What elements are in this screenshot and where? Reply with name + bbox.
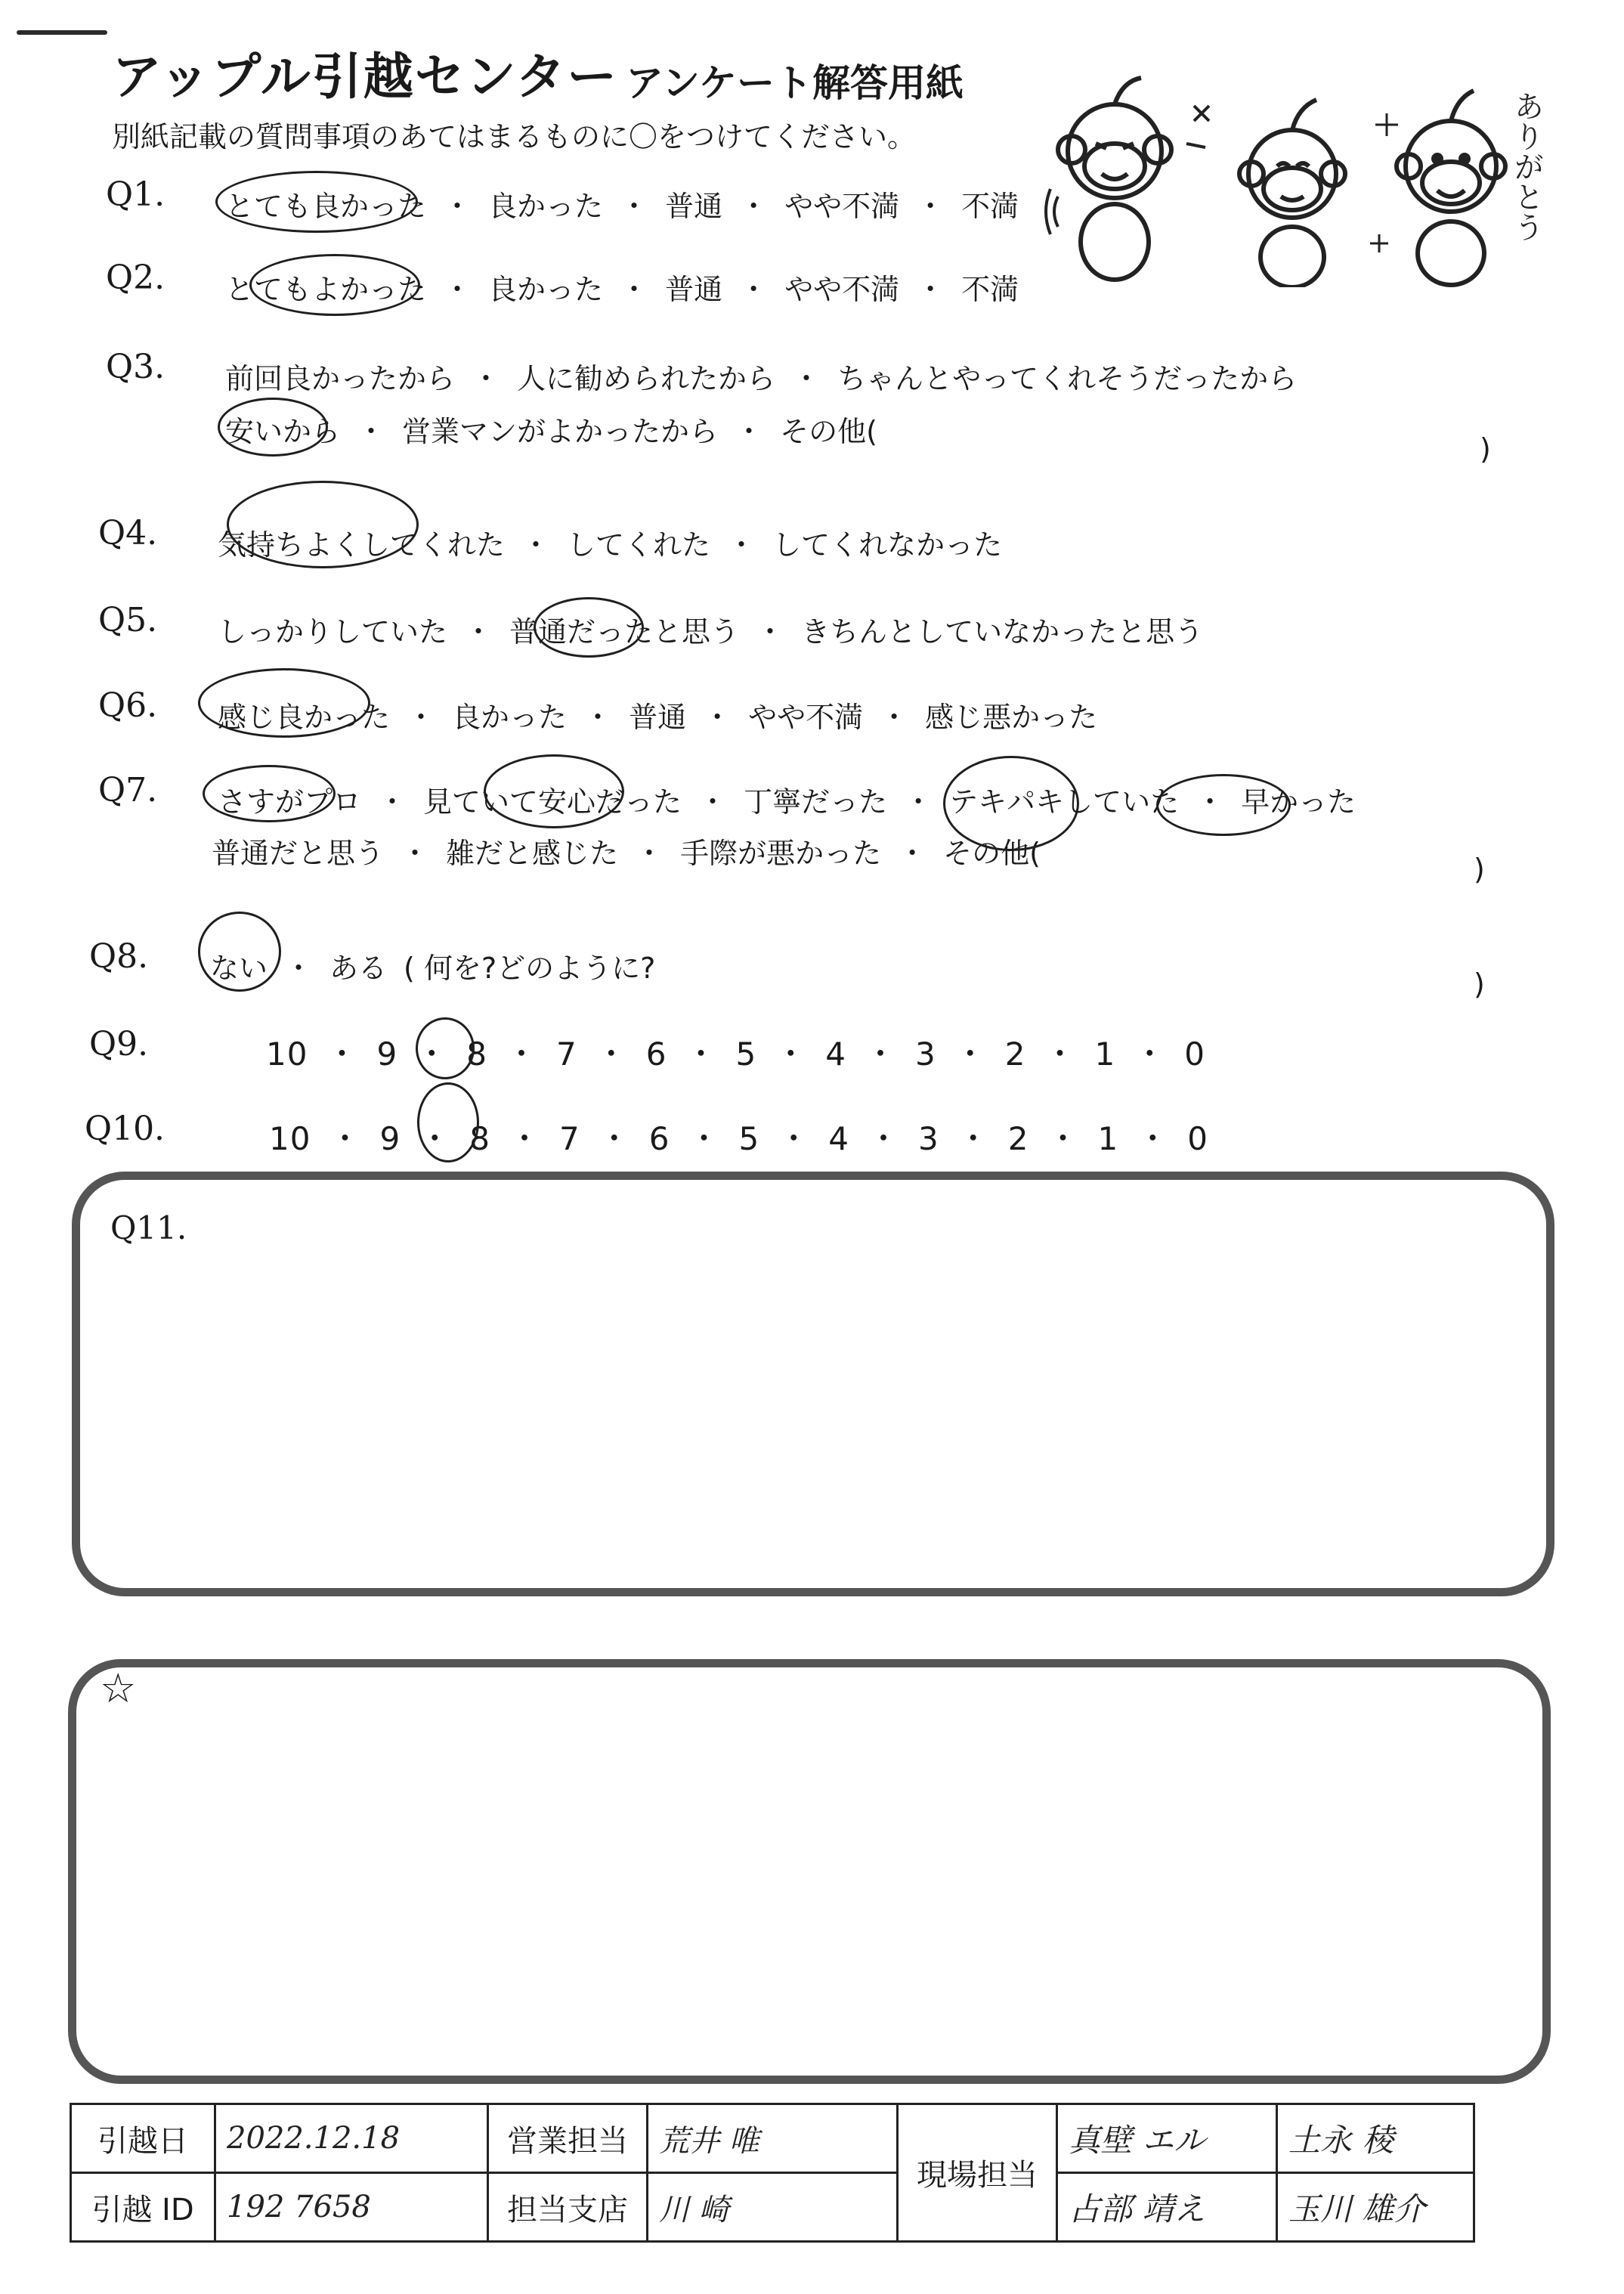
- site-staff-2: 土永 稜: [1277, 2104, 1474, 2173]
- q10-scale[interactable]: 10 ・ 9 ・ 8 ・ 7 ・ 6 ・ 5 ・ 4 ・ 3 ・ 2 ・ 1 ・ 0: [269, 1120, 1208, 1157]
- q1-option-2[interactable]: 良かった: [488, 190, 604, 223]
- q3-close-paren: ): [1480, 432, 1491, 466]
- q11-comment-box[interactable]: [72, 1172, 1554, 1596]
- monkey-3-icon: [1370, 91, 1505, 285]
- q8-option-1[interactable]: ない: [210, 952, 268, 985]
- q9-score: 0: [1184, 1036, 1205, 1073]
- corner-mark: [17, 30, 107, 35]
- monkey-2-icon: [1186, 100, 1345, 287]
- footer-table: [70, 2103, 1475, 2243]
- q9-selection-circle: [416, 1017, 475, 1079]
- form-title: アンケート解答用紙: [626, 61, 964, 105]
- q10-score: 7: [558, 1120, 580, 1157]
- q9-score: 10: [266, 1036, 308, 1073]
- q3-option-2[interactable]: 人に勧められたから: [517, 362, 776, 395]
- q9-score: 3: [914, 1036, 936, 1073]
- q7-option-4[interactable]: テキパキしていた: [949, 785, 1180, 819]
- q9-scale[interactable]: 10 ・ 9 ・ 8 ・ 7 ・ 6 ・ 5 ・ 4 ・ 3 ・ 2 ・ 1 ・ 0: [266, 1036, 1205, 1073]
- q4-option-2[interactable]: してくれた: [567, 528, 711, 562]
- q7-selection-circle-1: [203, 765, 336, 822]
- q3-option-5[interactable]: 営業マンがよかったから: [402, 415, 719, 448]
- q3-option-1[interactable]: 前回良かったから: [225, 362, 456, 395]
- q10-score: 6: [648, 1120, 670, 1157]
- q4-options[interactable]: 気持ちよくしてくれた ・ してくれた ・ してくれなかった: [218, 528, 1003, 562]
- q2-options[interactable]: とてもよかった ・ 良かった ・ 普通 ・ やや不満 ・ 不満: [225, 273, 1019, 306]
- q3-label: Q3.: [106, 348, 165, 386]
- q3-option-3[interactable]: ちゃんとやってくれそうだったから: [837, 362, 1298, 395]
- q10-score: 9: [379, 1120, 401, 1157]
- q5-selection-circle: [534, 597, 644, 658]
- q7-selection-circle-3: [943, 756, 1079, 851]
- q10-selection-circle: [417, 1082, 479, 1162]
- q7-options-row2[interactable]: 普通だと思う ・ 雑だと感じた ・ 手際が悪かった ・ その他(: [212, 837, 1041, 870]
- q4-option-3[interactable]: してくれなかった: [772, 528, 1003, 562]
- q11-label: Q11.: [110, 1209, 187, 1246]
- q9-score: 7: [555, 1036, 577, 1073]
- q5-option-1[interactable]: しっかりしていた: [218, 615, 448, 649]
- site-staff-3: 占部 靖え: [1057, 2173, 1277, 2242]
- q10-score: 10: [269, 1120, 311, 1157]
- q9-score: 5: [735, 1036, 757, 1073]
- q9-score: 9: [376, 1036, 398, 1073]
- q6-option-3[interactable]: 普通: [629, 701, 687, 734]
- q3-option-6[interactable]: その他(: [780, 415, 877, 448]
- q7-options-row1[interactable]: さすがプロ ・ 見ていて安心だった ・ 丁寧だった ・ テキパキしていた ・ 早かった: [218, 785, 1356, 819]
- q9-score: 1: [1094, 1036, 1116, 1073]
- q8-label: Q8.: [89, 937, 149, 976]
- q2-option-4[interactable]: やや不満: [784, 273, 900, 306]
- q2-option-1[interactable]: とてもよかった: [225, 273, 427, 306]
- q2-selection-circle: [249, 254, 420, 316]
- q10-score: 0: [1187, 1120, 1208, 1157]
- site-staff-4: 玉川 雄介: [1277, 2173, 1474, 2242]
- sales-name: 荒井 唯: [648, 2104, 898, 2173]
- q6-option-2[interactable]: 良かった: [452, 701, 568, 734]
- q7-option-2[interactable]: 見ていて安心だった: [423, 785, 682, 819]
- move-date-label: 引越日: [71, 2104, 215, 2173]
- q7-option-3[interactable]: 丁寧だった: [744, 785, 888, 819]
- q3-selection-circle: [218, 398, 328, 457]
- q7-option-7[interactable]: 雑だと感じた: [446, 837, 619, 870]
- move-id-label: 引越 ID: [71, 2173, 215, 2242]
- q7-option-9[interactable]: その他(: [943, 837, 1041, 870]
- q5-options[interactable]: しっかりしていた ・ 普通だったと思う ・ きちんとしていなかったと思う: [218, 615, 1204, 649]
- q7-option-1[interactable]: さすがプロ: [218, 785, 362, 819]
- mascot-illustration: [1043, 60, 1572, 287]
- q7-option-5[interactable]: 早かった: [1241, 785, 1356, 819]
- q8-selection-circle: [198, 912, 281, 992]
- sales-label: 営業担当: [488, 2104, 648, 2173]
- q4-selection-circle: [227, 481, 419, 568]
- q10-label: Q10.: [85, 1110, 165, 1148]
- move-id-value: 192 7658: [215, 2173, 488, 2242]
- q2-label: Q2.: [106, 259, 165, 297]
- q8-option-2[interactable]: ある: [329, 952, 388, 985]
- q1-options[interactable]: とても良かった ・ 良かった ・ 普通 ・ やや不満 ・ 不満: [225, 190, 1019, 223]
- q3-options-row2[interactable]: 安いから ・ 営業マンがよかったから ・ その他(: [225, 415, 877, 448]
- branch-name: 川 崎: [648, 2173, 898, 2242]
- q2-option-3[interactable]: 普通: [665, 273, 723, 306]
- q7-selection-circle-4: [1156, 774, 1291, 836]
- q3-option-4[interactable]: 安いから: [225, 415, 341, 448]
- q9-score: 2: [1004, 1036, 1026, 1073]
- q4-option-1[interactable]: 気持ちよくしてくれた: [218, 528, 506, 562]
- q5-label: Q5.: [98, 601, 158, 639]
- q7-selection-circle-2: [484, 754, 624, 828]
- q8-option-detail[interactable]: ( 何を?どのように?: [404, 952, 656, 985]
- q10-score: 1: [1097, 1120, 1119, 1157]
- q2-option-5[interactable]: 不満: [961, 273, 1019, 306]
- q8-close-paren: ): [1474, 967, 1485, 1001]
- q7-option-8[interactable]: 手際が悪かった: [680, 837, 882, 870]
- q2-option-2[interactable]: 良かった: [488, 273, 604, 306]
- q8-options[interactable]: ない ・ ある ( 何を?どのように?: [210, 952, 656, 985]
- q6-option-5[interactable]: 感じ悪かった: [925, 701, 1098, 734]
- q1-option-4[interactable]: やや不満: [784, 190, 900, 223]
- site-label: 現場担当: [898, 2104, 1057, 2242]
- thanks-text: ありがとう: [1509, 91, 1544, 242]
- q6-label: Q6.: [98, 686, 158, 725]
- q1-option-5[interactable]: 不満: [961, 190, 1019, 223]
- q10-score: 5: [738, 1120, 760, 1157]
- q4-label: Q4.: [98, 514, 158, 553]
- star-icon: ☆: [100, 1664, 137, 1712]
- q7-option-6[interactable]: 普通だと思う: [212, 837, 385, 870]
- company-title: アップル引越センター: [112, 48, 619, 106]
- branch-label: 担当支店: [488, 2173, 648, 2242]
- monkey-1-icon: [1046, 78, 1171, 280]
- q3-options-row1[interactable]: 前回良かったから ・ 人に勧められたから ・ ちゃんとやってくれそうだったから: [225, 362, 1298, 395]
- q6-options[interactable]: 感じ良かった ・ 良かった ・ 普通 ・ やや不満 ・ 感じ悪かった: [218, 701, 1098, 734]
- q6-selection-circle: [198, 668, 370, 738]
- q9-score-selected: 8: [466, 1036, 487, 1073]
- q10-score: 3: [917, 1120, 939, 1157]
- q7-label: Q7.: [98, 771, 158, 810]
- q10-score: 2: [1007, 1120, 1029, 1157]
- q10-score: 4: [828, 1120, 849, 1157]
- q9-score: 4: [825, 1036, 846, 1073]
- q1-selection-circle: [215, 171, 418, 233]
- q6-option-4[interactable]: やや不満: [748, 701, 864, 734]
- site-staff-1: 真壁 エル: [1057, 2104, 1277, 2173]
- q5-option-2[interactable]: 普通だったと思う: [509, 615, 740, 649]
- q9-label: Q9.: [89, 1025, 149, 1063]
- q9-score: 6: [645, 1036, 667, 1073]
- q1-option-1[interactable]: とても良かった: [225, 190, 427, 223]
- q10-score-selected: 8: [469, 1120, 490, 1157]
- star-comment-box[interactable]: [68, 1659, 1551, 2084]
- instructions: 別紙記載の質問事項のあてはまるものに〇をつけてください。: [112, 120, 917, 153]
- q7-close-paren: ): [1474, 853, 1485, 886]
- q5-option-3[interactable]: きちんとしていなかったと思う: [801, 615, 1204, 649]
- q6-option-1[interactable]: 感じ良かった: [218, 701, 391, 734]
- q1-option-3[interactable]: 普通: [665, 190, 723, 223]
- move-date-value: 2022.12.18: [215, 2104, 488, 2173]
- q1-label: Q1.: [106, 175, 165, 214]
